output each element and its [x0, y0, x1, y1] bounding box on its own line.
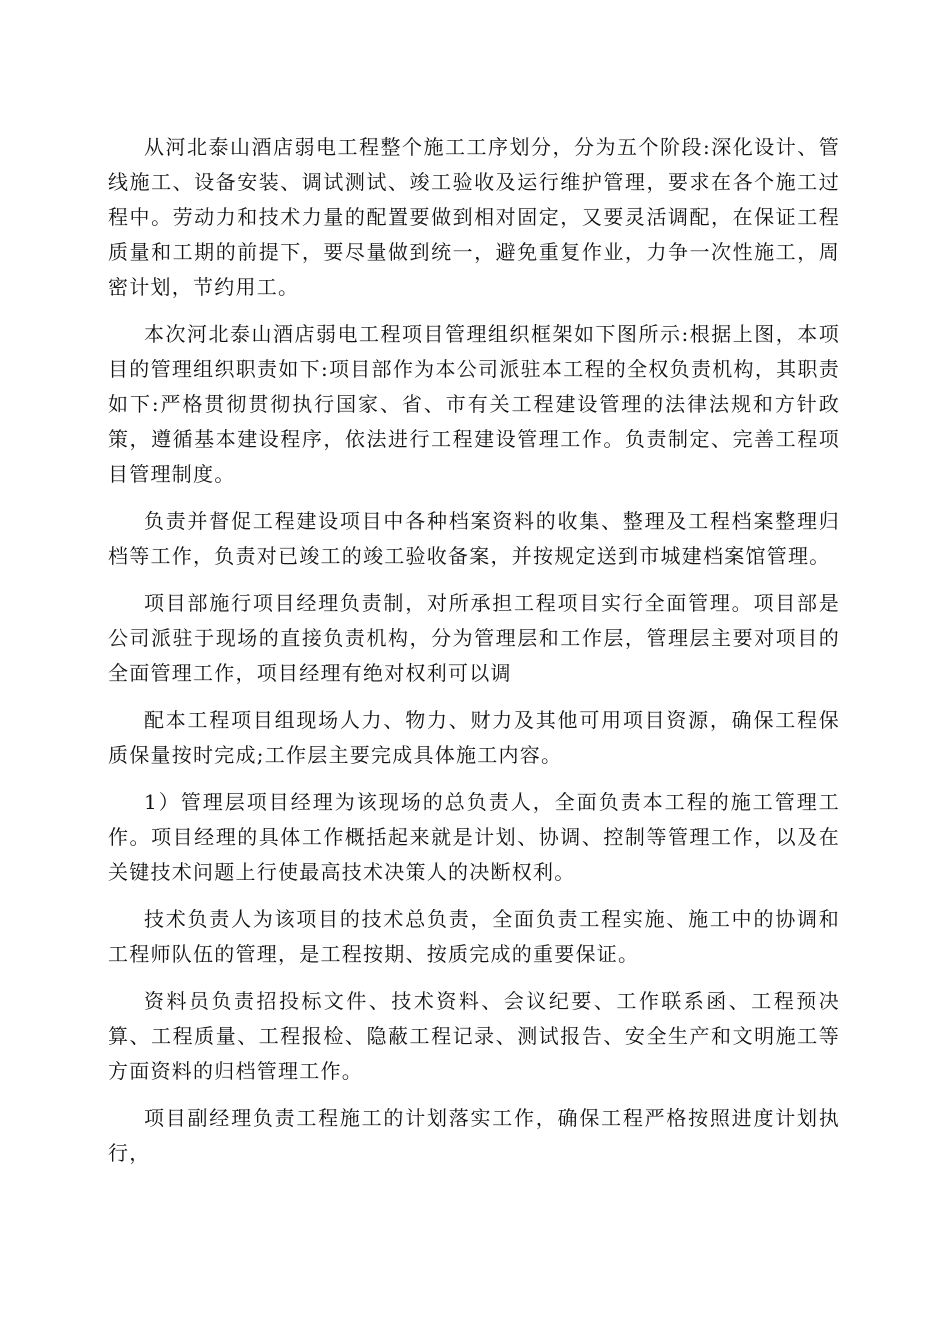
paragraph-project-manager-responsibility: 项目部施行项目经理负责制，对所承担工程项目实行全面管理。项目部是公司派驻于现场的直接负责机构，分为管理层和工作层，管理层主要对项目的全面管理工作，项目经理有绝对权利可以调: [108, 591, 840, 685]
document-body: [108, 130, 840, 1183]
paragraph-organization-framework: 本次河北泰山酒店弱电工程项目管理组织框架如下图所示:根据上图，本项目的管理组织职责如下:项目部作为本公司派驻本工程的全权负责机构，其职责如下:严格贯彻贯彻执行国家、省、市有关工程建设管理的法律法规和方针政策，遵循基本建设程序，依法进行工程建设管理工作。负责制定、完善工程项目管理制度。: [108, 322, 840, 486]
paragraph-resource-allocation: 配本工程项目组现场人力、物力、财力及其他可用项目资源，确保工程保质保量按时完成;工作层主要完成具体施工内容。: [108, 708, 840, 767]
paragraph-management-layer: 1）管理层项目经理为该现场的总负责人，全面负责本工程的施工管理工作。项目经理的具体工作概括起来就是计划、协调、控制等管理工作，以及在关键技术问题上行使最高技术决策人的决断权利。: [108, 790, 840, 884]
paragraph-archive-management: 负责并督促工程建设项目中各种档案资料的收集、整理及工程档案整理归档等工作，负责对已竣工的竣工验收备案，并按规定送到市城建档案馆管理。: [108, 509, 840, 568]
paragraph-construction-phases: 从河北泰山酒店弱电工程整个施工工序划分，分为五个阶段:深化设计、管线施工、设备安装、调试测试、竣工验收及运行维护管理，要求在各个施工过程中。劳动力和技术力量的配置要做到相对固定，又要灵活调配，在保证工程质量和工期的前提下，要尽量做到统一，避免重复作业，力争一次性施工，周密计划，节约用工。: [108, 135, 840, 299]
paragraph-document-clerk: 资料员负责招投标文件、技术资料、会议纪要、工作联系函、工程预决算、工程质量、工程报检、隐蔽工程记录、测试报告、安全生产和文明施工等方面资料的归档管理工作。: [108, 989, 840, 1083]
paragraph-deputy-manager: 项目副经理负责工程施工的计划落实工作，确保工程严格按照进度计划执行，: [108, 1106, 840, 1165]
paragraph-technical-lead: 技术负责人为该项目的技术总负责，全面负责工程实施、施工中的协调和工程师队伍的管理，是工程按期、按质完成的重要保证。: [108, 907, 840, 966]
